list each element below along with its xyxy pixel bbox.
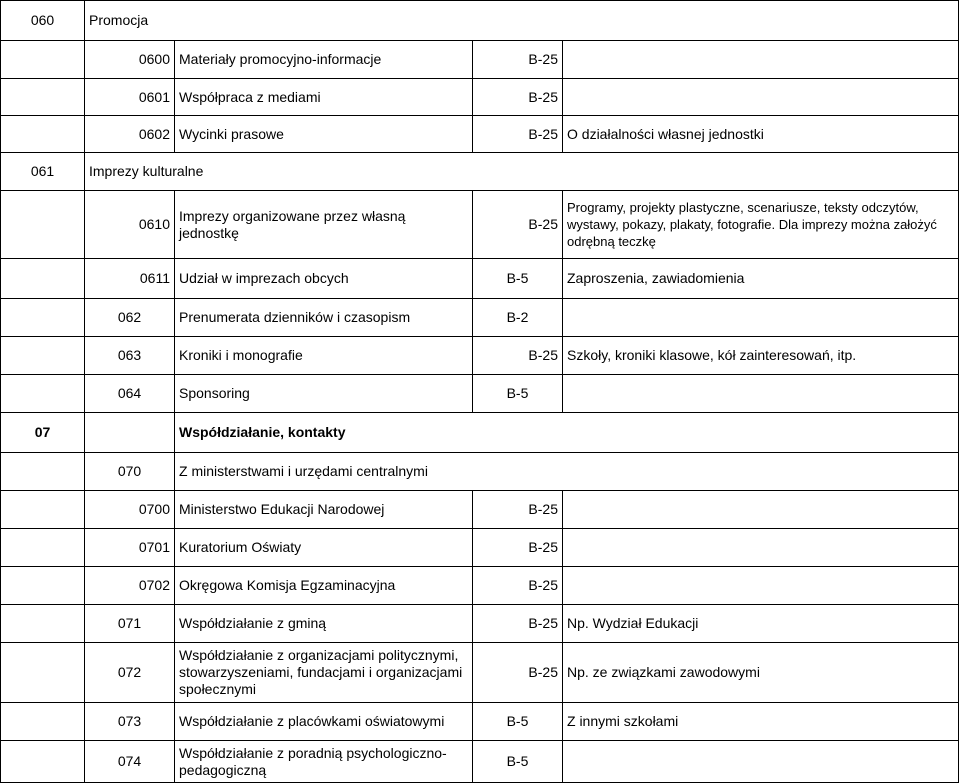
code-cell: 0602 xyxy=(85,116,175,153)
title-cell: Imprezy organizowane przez własną jednostkę xyxy=(175,191,473,259)
title-cell: Prenumerata dzienników i czasopism xyxy=(175,299,473,337)
table-row xyxy=(1,259,959,299)
code-cell: 061 xyxy=(1,153,85,191)
table-row xyxy=(1,41,959,79)
code-cell: 062 xyxy=(85,299,175,337)
table-row xyxy=(1,453,959,491)
title-cell: Kroniki i monografie xyxy=(175,337,473,375)
table-row xyxy=(1,567,959,605)
code-cell: 072 xyxy=(85,643,175,703)
title-cell: Kuratorium Oświaty xyxy=(175,529,473,567)
code-cell: 064 xyxy=(85,375,175,413)
table-row xyxy=(1,116,959,153)
category-cell: B-5 xyxy=(473,375,563,413)
note-cell: Z innymi szkołami xyxy=(563,703,959,741)
category-cell: B-25 xyxy=(473,337,563,375)
table-row xyxy=(1,375,959,413)
title-cell: Imprezy kulturalne xyxy=(85,153,959,191)
code-cell: 0610 xyxy=(85,191,175,259)
code-cell: 0611 xyxy=(85,259,175,299)
table-row xyxy=(1,1,959,41)
title-cell: Współdziałanie z organizacjami politycznymi, stowarzyszeniami, fundacjami i organizacjami społecznymi xyxy=(175,643,473,703)
category-cell: B-25 xyxy=(473,643,563,703)
title-cell: Udział w imprezach obcych xyxy=(175,259,473,299)
category-cell: B-25 xyxy=(473,79,563,116)
category-cell: B-25 xyxy=(473,491,563,529)
category-cell: B-25 xyxy=(473,191,563,259)
category-cell: B-25 xyxy=(473,529,563,567)
table-row xyxy=(1,79,959,116)
table-row xyxy=(1,153,959,191)
code-cell: 063 xyxy=(85,337,175,375)
title-cell: Wycinki prasowe xyxy=(175,116,473,153)
code-cell: 060 xyxy=(1,1,85,41)
title-cell: Promocja xyxy=(85,1,959,41)
title-cell: Współdziałanie z placówkami oświatowymi xyxy=(175,703,473,741)
category-cell: B-25 xyxy=(473,116,563,153)
note-cell: Np. ze związkami zawodowymi xyxy=(563,643,959,703)
table-row xyxy=(1,643,959,703)
code-cell: 0601 xyxy=(85,79,175,116)
table-row xyxy=(1,191,959,259)
note-cell: Zaproszenia, zawiadomienia xyxy=(563,259,959,299)
code-cell: 070 xyxy=(85,453,175,491)
code-cell: 0600 xyxy=(85,41,175,79)
code-cell: 0700 xyxy=(85,491,175,529)
code-cell: 074 xyxy=(85,741,175,783)
table-row xyxy=(1,491,959,529)
note-cell: O działalności własnej jednostki xyxy=(563,116,959,153)
title-cell: Okręgowa Komisja Egzaminacyjna xyxy=(175,567,473,605)
table-row xyxy=(1,703,959,741)
table-row xyxy=(1,337,959,375)
category-cell: B-5 xyxy=(473,703,563,741)
title-cell: Sponsoring xyxy=(175,375,473,413)
category-cell: B-2 xyxy=(473,299,563,337)
table-row xyxy=(1,605,959,643)
category-cell: B-25 xyxy=(473,567,563,605)
note-cell: Programy, projekty plastyczne, scenariusze, teksty odczytów, wystawy, pokazy, plakaty, fotografie. Dla imprezy można założyć odrębną teczkę xyxy=(563,191,959,259)
code-cell: 071 xyxy=(85,605,175,643)
title-cell: Materiały promocyjno-informacje xyxy=(175,41,473,79)
title-cell: Ministerstwo Edukacji Narodowej xyxy=(175,491,473,529)
category-cell: B-5 xyxy=(473,741,563,783)
title-cell: Z ministerstwami i urzędami centralnymi xyxy=(175,453,959,491)
category-cell: B-25 xyxy=(473,41,563,79)
table-row xyxy=(1,299,959,337)
code-cell: 07 xyxy=(1,413,85,453)
title-cell: Współdziałanie z poradnią psychologiczno-pedagogiczną xyxy=(175,741,473,783)
table-row xyxy=(1,413,959,453)
code-cell: 0701 xyxy=(85,529,175,567)
category-cell: B-5 xyxy=(473,259,563,299)
category-cell: B-25 xyxy=(473,605,563,643)
note-cell: Szkoły, kroniki klasowe, kół zainteresowań, itp. xyxy=(563,337,959,375)
code-cell: 073 xyxy=(85,703,175,741)
title-cell: Współdziałanie z gminą xyxy=(175,605,473,643)
title-cell: Współpraca z mediami xyxy=(175,79,473,116)
code-cell: 0702 xyxy=(85,567,175,605)
table-row xyxy=(1,529,959,567)
note-cell: Np. Wydział Edukacji xyxy=(563,605,959,643)
title-cell: Współdziałanie, kontakty xyxy=(175,413,959,453)
